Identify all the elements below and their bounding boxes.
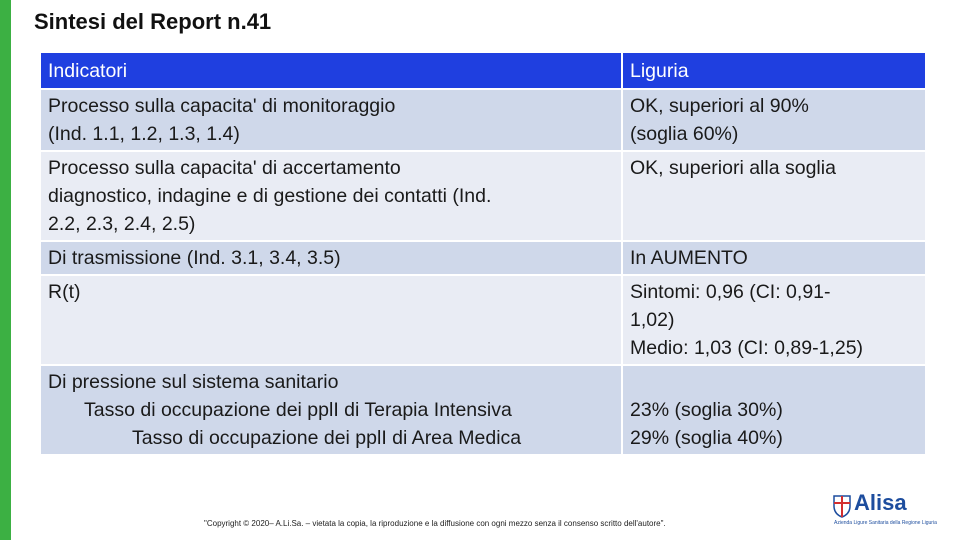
table-row <box>41 275 925 365</box>
indicator-cell <box>41 365 622 455</box>
indicator-subline: Tasso di occupazione dei pplI di Terapia Intensiva <box>84 399 512 421</box>
value-line: OK, superiori alla soglia <box>630 157 836 179</box>
table-header-row <box>41 53 925 89</box>
indicator-cell <box>41 89 622 151</box>
indicator-line: Processo sulla capacita' di monitoraggio <box>48 95 396 117</box>
header-liguria: Liguria <box>622 53 925 89</box>
alisa-logo <box>832 490 937 532</box>
value-line: (soglia 60%) <box>630 123 739 145</box>
indicator-line: (Ind. 1.1, 1.2, 1.3, 1.4) <box>48 123 240 145</box>
indicator-line: Processo sulla capacita' di accertamento <box>48 157 401 179</box>
value-line: 29% (soglia 40%) <box>630 427 783 449</box>
value-line: Medio: 1,03 (CI: 0,89-1,25) <box>630 337 864 359</box>
value-line: 1,02) <box>630 309 675 331</box>
value-line: OK, superiori al 90% <box>630 95 809 117</box>
value-cell <box>622 241 925 275</box>
value-cell <box>622 275 925 365</box>
left-accent-bar <box>0 0 11 540</box>
table-row <box>41 151 925 241</box>
copyright-notice: "Copyright © 2020– A.Li.Sa. – vietata la copia, la riproduzione e la diffusione con ogni mezzo senza il consenso scritto dell'autore". <box>204 519 666 528</box>
alisa-logo-icon <box>832 494 852 518</box>
header-indicatori: Indicatori <box>41 53 622 89</box>
indicator-cell <box>41 241 622 275</box>
indicator-line: Di pressione sul sistema sanitario <box>48 371 339 393</box>
value-line: Sintomi: 0,96 (CI: 0,91- <box>630 281 831 303</box>
table-row <box>41 89 925 151</box>
value-line: 23% (soglia 30%) <box>630 399 783 421</box>
indicator-line: Di trasmissione (Ind. 3.1, 3.4, 3.5) <box>48 247 341 269</box>
logo-subtitle: Azienda Ligure Sanitaria della Regione Liguria <box>834 520 937 526</box>
page-title: Sintesi del Report n.41 <box>34 9 272 34</box>
indicator-cell <box>41 275 622 365</box>
table-row <box>41 365 925 455</box>
logo-wordmark: Alisa <box>854 490 907 515</box>
value-cell <box>622 151 925 241</box>
indicator-line: 2.2, 2.3, 2.4, 2.5) <box>48 213 196 235</box>
indicator-subline: Tasso di occupazione dei pplI di Area Medica <box>132 427 522 449</box>
report-summary-table <box>41 53 925 456</box>
indicator-line: diagnostico, indagine e di gestione dei contatti (Ind. <box>48 185 492 207</box>
indicator-cell <box>41 151 622 241</box>
indicator-line: R(t) <box>48 281 81 303</box>
table-row <box>41 241 925 275</box>
value-cell <box>622 89 925 151</box>
value-line <box>630 368 918 396</box>
value-cell <box>622 365 925 455</box>
value-line: In AUMENTO <box>630 247 748 269</box>
